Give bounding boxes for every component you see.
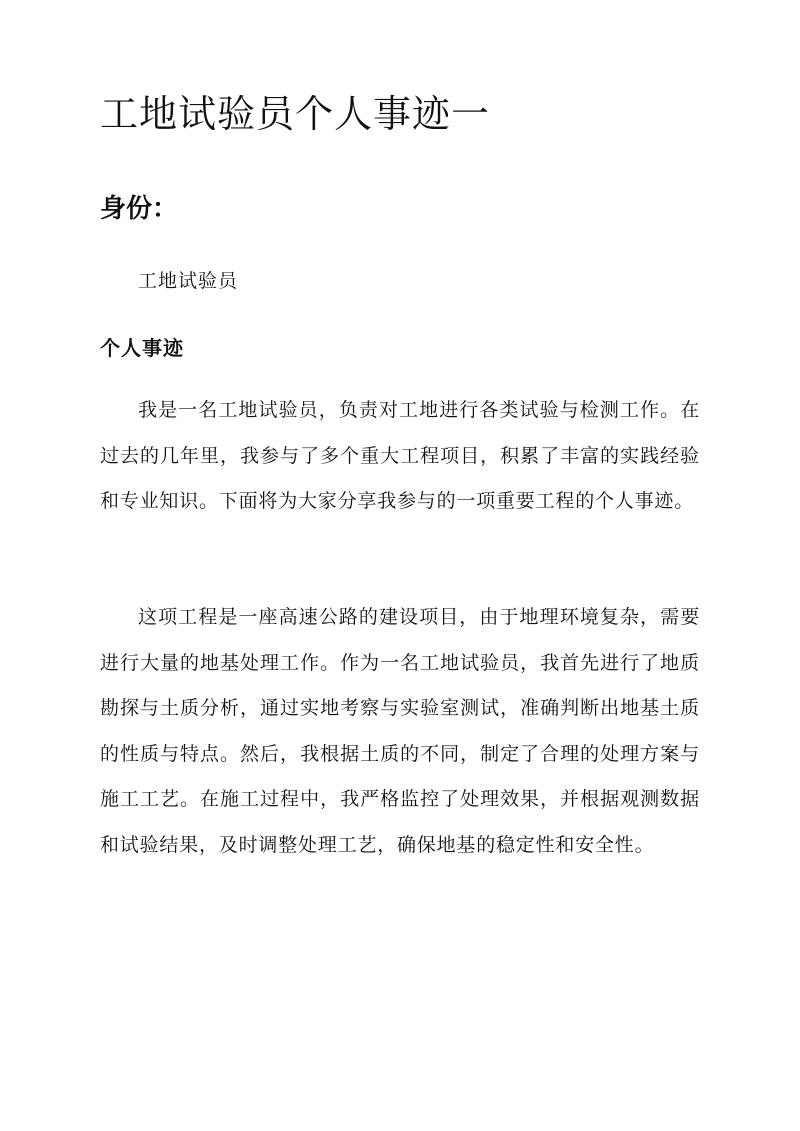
identity-heading: 身份： [100,194,179,224]
identity-value: 工地试验员 [138,270,239,292]
section-heading: 个人事迹 [100,336,184,360]
paragraph-1: 我是一名工地试验员，负责对工地进行各类试验与检测工作。在过去的几年里，我参与了多个重大工程项目，积累了丰富的实践经验和专业知识。下面将为大家分享我参与的一项重要工程的个人事迹。 [100,399,700,512]
document-title: 工地试验员个人事迹一 [100,92,491,136]
paragraph-2: 这项工程是一座高速公路的建设项目，由于地理环境复杂，需要进行大量的地基处理工作。作为一名工地试验员，我首先进行了地质勘探与土质分析，通过实地考察与实验室测试，准确判断出地基土质的性质与特点。然后，我根据土质的不同，制定了合理的处理方案与施工工艺。在施工过程中，我严格监控了处理效果，并根据观测数据和试验结果，及时调整处理工艺，确保地基的稳定性和安全性。 [100,606,700,856]
